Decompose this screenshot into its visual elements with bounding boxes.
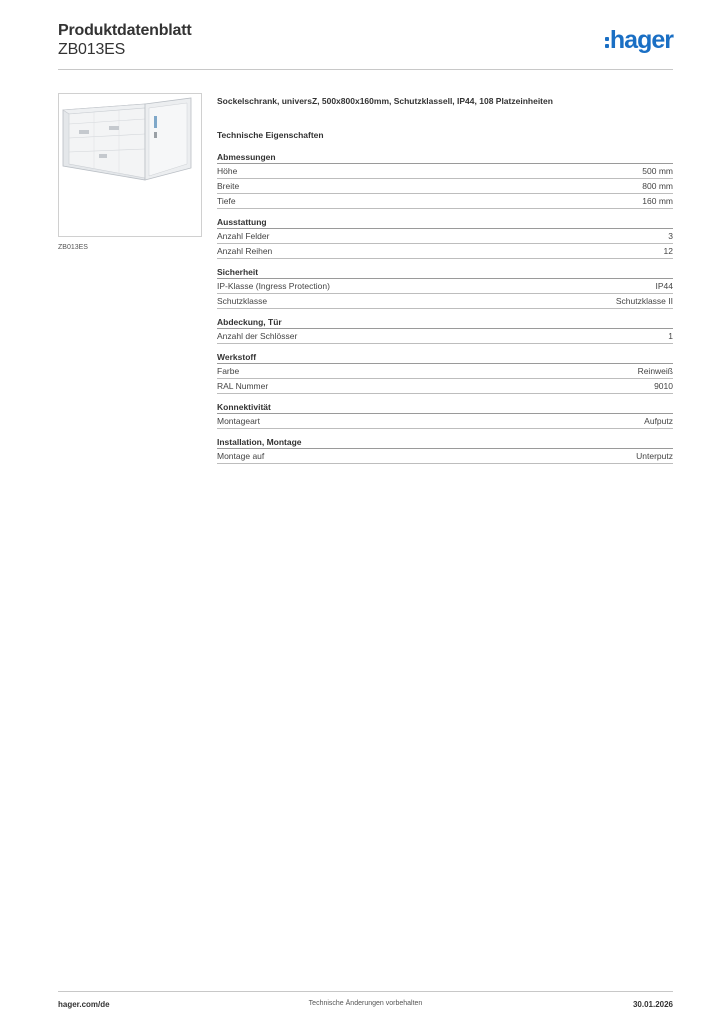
spec-label: Anzahl Felder [217,231,270,241]
spec-value: Unterputz [636,451,673,461]
spec-label: Schutzklasse [217,296,268,306]
spec-groups [217,151,673,464]
image-caption: ZB013ES [58,244,88,251]
spec-group [217,401,673,429]
spec-value: 12 [663,246,673,256]
spec-label: Tiefe [217,196,236,206]
product-description: Sockelschrank, universZ, 500x800x160mm, Schutzklassell, IP44, 108 Platzeinheiten [217,96,553,106]
spec-group [217,266,673,309]
spec-value: 160 mm [642,196,673,206]
spec-value: 500 mm [642,166,673,176]
spec-row [217,179,673,194]
spec-group [217,436,673,464]
spec-label: Farbe [217,366,240,376]
spec-group-title: Abmessungen [217,151,673,164]
spec-group [217,151,673,209]
page-footer [58,991,673,1013]
product-code: ZB013ES [58,41,126,58]
logo-text: hager [609,26,673,54]
spec-group-title: Ausstattung [217,216,673,229]
spec-group-title: Abdeckung, Tür [217,316,673,329]
spec-value: 800 mm [642,181,673,191]
logo-dots-icon [605,37,609,48]
spec-row [217,279,673,294]
footer-website: hager.com/de [58,1000,110,1009]
spec-value: IP44 [655,281,673,291]
spec-value: 1 [668,331,673,341]
footer-date: 30.01.2026 [632,1000,673,1009]
spec-group-title: Konnektivität [217,401,673,414]
spec-row [217,244,673,259]
spec-value: Reinweiß [637,366,673,376]
spec-label: Breite [217,181,240,191]
section-heading: Technische Eigenschaften [217,130,324,140]
cabinet-illustration [59,94,201,236]
spec-row [217,364,673,379]
spec-value: Aufputz [644,416,673,426]
spec-row [217,379,673,394]
spec-row [217,164,673,179]
spec-content [217,96,673,471]
spec-group-title: Werkstoff [217,351,673,364]
spec-group [217,351,673,394]
hager-logo [605,28,673,53]
spec-row [217,329,673,344]
spec-group [217,216,673,259]
spec-value: 3 [668,231,673,241]
page-header [58,22,673,70]
spec-group-title: Installation, Montage [217,436,673,449]
spec-row [217,229,673,244]
spec-row [217,414,673,429]
product-image [58,93,202,237]
footer-notice: Technische Änderungen vorbehalten [308,1000,423,1007]
page-title: Produktdatenblatt [58,22,192,39]
spec-label: Anzahl Reihen [217,246,273,256]
spec-group-title: Sicherheit [217,266,673,279]
spec-label: Montageart [217,416,260,426]
spec-label: Montage auf [217,451,265,461]
spec-row [217,449,673,464]
spec-label: Höhe [217,166,238,176]
spec-value: Schutzklasse II [615,296,673,306]
spec-row [217,194,673,209]
spec-value: 9010 [654,381,673,391]
spec-group [217,316,673,344]
spec-label: IP-Klasse (Ingress Protection) [217,281,330,291]
spec-label: Anzahl der Schlösser [217,331,298,341]
spec-row [217,294,673,309]
spec-label: RAL Nummer [217,381,269,391]
